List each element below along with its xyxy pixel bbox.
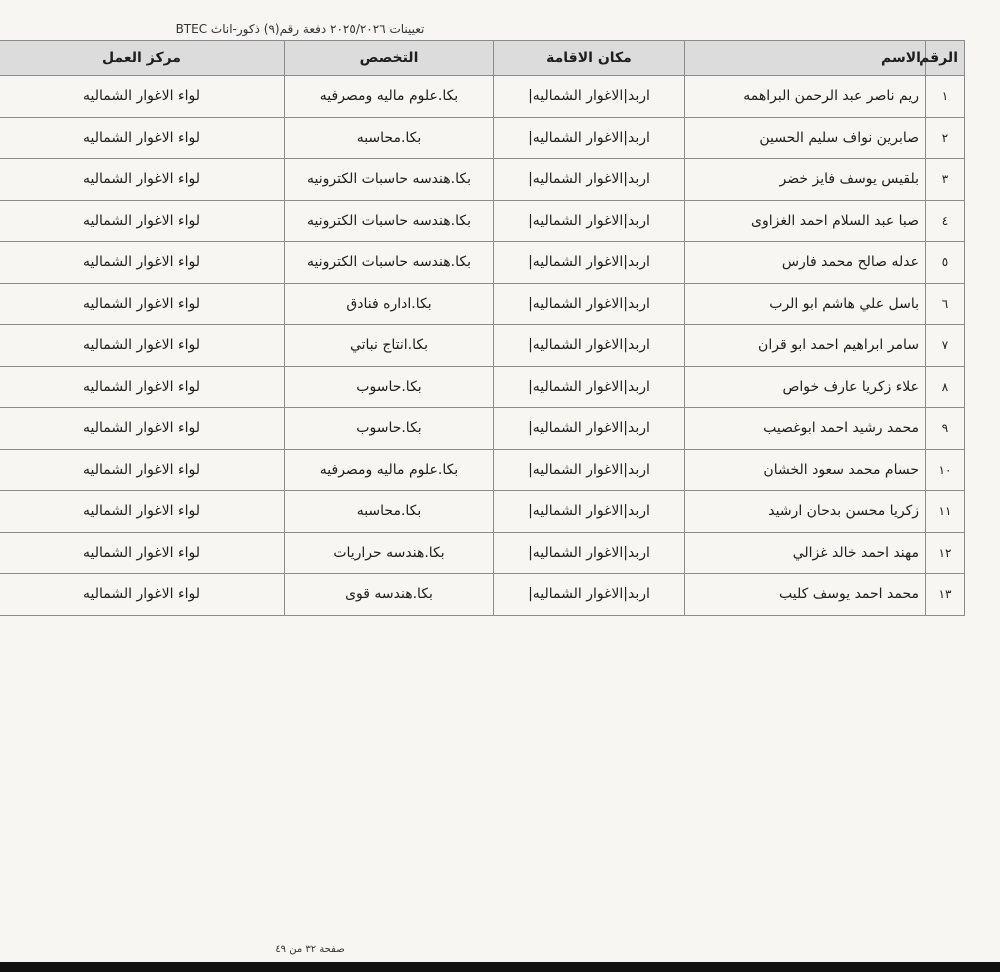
table-row	[0, 283, 965, 325]
table-row	[0, 574, 965, 616]
table-row	[0, 159, 965, 201]
table-row	[0, 449, 965, 491]
workplace-cell: لواء الاغوار الشماليه	[0, 117, 285, 159]
row-number-cell: ٨	[926, 366, 965, 408]
employee-name-cell: علاء زكريا عارف خواص	[685, 366, 926, 408]
employee-name-cell: ريم ناصر عبد الرحمن البراهمه	[685, 76, 926, 118]
workplace-cell: لواء الاغوار الشماليه	[0, 574, 285, 616]
workplace-cell: لواء الاغوار الشماليه	[0, 76, 285, 118]
employee-name-cell: سامر ابراهيم احمد ابو قران	[685, 325, 926, 367]
header-specialty: التخصص	[285, 41, 494, 76]
residence-cell: اربد|الاغوار الشماليه|	[494, 574, 685, 616]
residence-cell: اربد|الاغوار الشماليه|	[494, 491, 685, 533]
table-row	[0, 200, 965, 242]
row-number-cell: ٩	[926, 408, 965, 450]
workplace-cell: لواء الاغوار الشماليه	[0, 532, 285, 574]
employee-name-cell: صابرين نواف سليم الحسين	[685, 117, 926, 159]
row-number-cell: ٦	[926, 283, 965, 325]
residence-cell: اربد|الاغوار الشماليه|	[494, 200, 685, 242]
table-row	[0, 366, 965, 408]
row-number-cell: ١٢	[926, 532, 965, 574]
employee-name-cell: باسل علي هاشم ابو الرب	[685, 283, 926, 325]
row-number-cell: ١٠	[926, 449, 965, 491]
specialty-cell: بكا.علوم ماليه ومصرفيه	[285, 449, 494, 491]
specialty-cell: بكا.علوم ماليه ومصرفيه	[285, 76, 494, 118]
residence-cell: اربد|الاغوار الشماليه|	[494, 449, 685, 491]
row-number-cell: ١١	[926, 491, 965, 533]
specialty-cell: بكا.هندسه قوى	[285, 574, 494, 616]
specialty-cell: بكا.محاسبه	[285, 117, 494, 159]
table-row	[0, 491, 965, 533]
specialty-cell: بكا.انتاج نباتي	[285, 325, 494, 367]
workplace-cell: لواء الاغوار الشماليه	[0, 200, 285, 242]
specialty-cell: بكا.هندسه حاسبات الكترونيه	[285, 159, 494, 201]
page-number: صفحة ٣٢ من ٤٩	[275, 944, 345, 955]
residence-cell: اربد|الاغوار الشماليه|	[494, 117, 685, 159]
table-row	[0, 117, 965, 159]
row-number-cell: ١	[926, 76, 965, 118]
employee-name-cell: مهند احمد خالد غزالي	[685, 532, 926, 574]
header-workplace: مركز العمل	[0, 41, 285, 76]
employee-name-cell: حسام محمد سعود الخشان	[685, 449, 926, 491]
workplace-cell: لواء الاغوار الشماليه	[0, 159, 285, 201]
workplace-cell: لواء الاغوار الشماليه	[0, 491, 285, 533]
row-number-cell: ٤	[926, 200, 965, 242]
specialty-cell: بكا.حاسوب	[285, 366, 494, 408]
specialty-cell: بكا.حاسوب	[285, 408, 494, 450]
residence-cell: اربد|الاغوار الشماليه|	[494, 283, 685, 325]
workplace-cell: لواء الاغوار الشماليه	[0, 408, 285, 450]
table-header-row	[0, 41, 965, 76]
workplace-cell: لواء الاغوار الشماليه	[0, 366, 285, 408]
residence-cell: اربد|الاغوار الشماليه|	[494, 242, 685, 284]
table-row	[0, 408, 965, 450]
specialty-cell: بكا.محاسبه	[285, 491, 494, 533]
employee-name-cell: محمد رشيد احمد ابوغصيب	[685, 408, 926, 450]
row-number-cell: ١٣	[926, 574, 965, 616]
residence-cell: اربد|الاغوار الشماليه|	[494, 159, 685, 201]
workplace-cell: لواء الاغوار الشماليه	[0, 242, 285, 284]
specialty-cell: بكا.هندسه حاسبات الكترونيه	[285, 200, 494, 242]
specialty-cell: بكا.هندسه حراريات	[285, 532, 494, 574]
employee-name-cell: بلقيس يوسف فايز خضر	[685, 159, 926, 201]
employee-name-cell: صبا عبد السلام احمد الغزاوى	[685, 200, 926, 242]
table-row	[0, 242, 965, 284]
specialty-cell: بكا.اداره فنادق	[285, 283, 494, 325]
scan-border	[0, 962, 1000, 972]
row-number-cell: ٢	[926, 117, 965, 159]
table-row	[0, 532, 965, 574]
residence-cell: اربد|الاغوار الشماليه|	[494, 408, 685, 450]
workplace-cell: لواء الاغوار الشماليه	[0, 449, 285, 491]
appointments-table	[0, 40, 965, 616]
table-row	[0, 325, 965, 367]
residence-cell: اربد|الاغوار الشماليه|	[494, 325, 685, 367]
employee-name-cell: زكريا محسن بدحان ارشيد	[685, 491, 926, 533]
table-row	[0, 76, 965, 118]
employee-name-cell: محمد احمد يوسف كليب	[685, 574, 926, 616]
specialty-cell: بكا.هندسه حاسبات الكترونيه	[285, 242, 494, 284]
workplace-cell: لواء الاغوار الشماليه	[0, 283, 285, 325]
employee-name-cell: عدله صالح محمد فارس	[685, 242, 926, 284]
row-number-cell: ٣	[926, 159, 965, 201]
header-name: الاسم	[685, 41, 926, 76]
document-title: تعيينات ٢٠٢٥/٢٠٢٦ دفعة رقم(٩) ذكور-اناث BTEC	[175, 22, 425, 36]
residence-cell: اربد|الاغوار الشماليه|	[494, 76, 685, 118]
workplace-cell: لواء الاغوار الشماليه	[0, 325, 285, 367]
row-number-cell: ٧	[926, 325, 965, 367]
header-number: الرقم	[926, 41, 965, 76]
row-number-cell: ٥	[926, 242, 965, 284]
header-residence: مكان الاقامة	[494, 41, 685, 76]
residence-cell: اربد|الاغوار الشماليه|	[494, 366, 685, 408]
residence-cell: اربد|الاغوار الشماليه|	[494, 532, 685, 574]
